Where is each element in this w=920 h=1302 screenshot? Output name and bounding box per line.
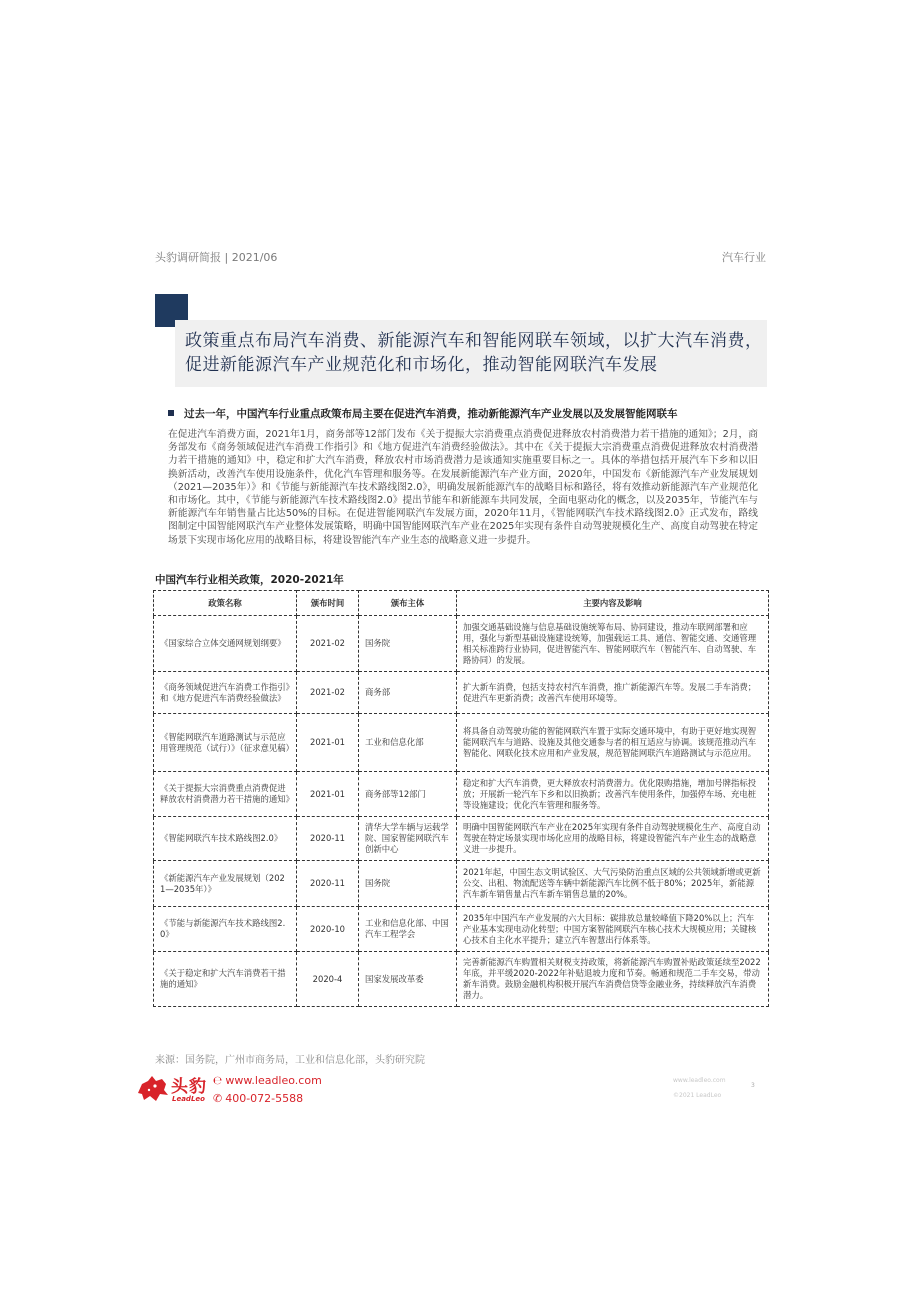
- issuer-cell: 商务部: [359, 672, 457, 714]
- website-link[interactable]: [213, 1074, 322, 1087]
- policy-name-cell: 《关于提振大宗消费重点消费促进释放农村消费潜力若干措施的通知》: [154, 772, 297, 817]
- table-header-row: [154, 591, 769, 616]
- issue-date-cell: 2021-01: [297, 714, 359, 772]
- table-row: [154, 861, 769, 907]
- policy-name-cell: 《智能网联汽车道路测试与示范应用管理规范（试行）》（征求意见稿）: [154, 714, 297, 772]
- policy-table: [153, 590, 769, 1007]
- issuer-cell: 清华大学车辆与运载学院、国家智能网联汽车创新中心: [359, 817, 457, 861]
- key-point-text: 过去一年，中国汽车行业重点政策布局主要在促进汽车消费，推动新能源汽车产业发展以及发展智能网联车: [184, 408, 678, 420]
- table-title: 中国汽车行业相关政策，2020-2021年: [155, 574, 344, 586]
- table-row: [154, 672, 769, 714]
- table-row: [154, 817, 769, 861]
- issue-date-cell: 2020-11: [297, 817, 359, 861]
- issuer-cell: 国家发展改革委: [359, 952, 457, 1007]
- issue-date-cell: 2020-4: [297, 952, 359, 1007]
- page-number: 3: [751, 1082, 755, 1089]
- section-title-box: [175, 320, 767, 387]
- key-point: [168, 406, 678, 421]
- industry-label: 汽车行业: [722, 251, 766, 264]
- content-cell: 完善新能源汽车购置相关财税支持政策，将新能源汽车购置补贴政策延续至2022年底，并平缓2020-2022年补贴退坡力度和节奏。畅通和规范二手车交易，带动新车消费。鼓励金融机构积极开展汽车消费信贷等金融业务，持续释放汽车消费潜力。: [457, 952, 769, 1007]
- content-cell: 2021年起，中国生态文明试验区、大气污染防治重点区域的公共领域新增或更新公交、出租、物流配送等车辆中新能源汽车比例不低于80%；2025年，新能源汽车新车销售量占汽车新车销售总量的20%。: [457, 861, 769, 907]
- footer-website: www.leadleo.com: [673, 1077, 726, 1084]
- column-header: 政策名称: [154, 591, 297, 616]
- brand-name-en: LeadLeo: [172, 1095, 205, 1103]
- content-cell: 稳定和扩大汽车消费，更大释放农村消费潜力。优化限购措施，增加号牌指标投放；开展新一轮汽车下乡和以旧换新；改善汽车使用条件，加强停车场、充电桩等设施建设；优化汽车管理和服务等。: [457, 772, 769, 817]
- phone-contact[interactable]: [213, 1092, 303, 1105]
- issue-date-cell: 2021-02: [297, 672, 359, 714]
- website-text: www.leadleo.com: [225, 1074, 322, 1087]
- issuer-cell: 工业和信息化部: [359, 714, 457, 772]
- phone-icon: ✆: [213, 1092, 223, 1105]
- policy-name-cell: 《商务领域促进汽车消费工作指引》和《地方促进汽车消费经验做法》: [154, 672, 297, 714]
- issuer-cell: 国务院: [359, 616, 457, 672]
- issue-date-cell: 2020-11: [297, 861, 359, 907]
- issuer-cell: 商务部等12部门: [359, 772, 457, 817]
- content-cell: 扩大新车消费，包括支持农村汽车消费，推广新能源汽车等。发展二手车消费；促进汽车更新消费；改善汽车使用环境等。: [457, 672, 769, 714]
- table-row: [154, 772, 769, 817]
- table-row: [154, 714, 769, 772]
- bullet-icon: [168, 410, 174, 416]
- column-header: 颁布主体: [359, 591, 457, 616]
- issue-date-cell: 2021-01: [297, 772, 359, 817]
- table-row: [154, 952, 769, 1007]
- policy-name-cell: 《节能与新能源汽车技术路线图2.0》: [154, 907, 297, 952]
- issuer-cell: 国务院: [359, 861, 457, 907]
- footer-copyright: ©2021 LeadLeo: [673, 1092, 722, 1099]
- column-header: 颁布时间: [297, 591, 359, 616]
- phone-text: 400-072-5588: [225, 1092, 304, 1105]
- content-cell: 加强交通基础设施与信息基础设施统筹布局、协同建设，推动车联网部署和应用，强化与新型基础设施建设统筹，加强载运工具、通信、智能交通、交通管理相关标准跨行业协同，促进智能汽车、智能网联汽车（智能汽车、自动驾驶、车路协同）的发展。: [457, 616, 769, 672]
- issuer-cell: 工业和信息化部、中国汽车工程学会: [359, 907, 457, 952]
- table-row: [154, 616, 769, 672]
- issue-date-cell: 2021-02: [297, 616, 359, 672]
- report-header-label: 头豹调研简报 | 2021/06: [155, 251, 278, 264]
- policy-name-cell: 《关于稳定和扩大汽车消费若干措施的通知》: [154, 952, 297, 1007]
- policy-name-cell: 《国家综合立体交通网规划纲要》: [154, 616, 297, 672]
- body-paragraph: 在促进汽车消费方面，2021年1月，商务部等12部门发布《关于提振大宗消费重点消费促进释放农村消费潜力若干措施的通知》；2月，商务部发布《商务领域促进汽车消费工作指引》和《地方促进汽车消费经验做法》。其中在《关于提振大宗消费重点消费促进释放农村消费潜力若干措施的通知》中，稳定和扩大汽车消费，释放农村市场消费潜力是该通知实施重要目标之一。具体的举措包括开展汽车下乡和以旧换新活动，改善汽车使用设施条件，优化汽车管理和服务等。在发展新能源汽车产业方面，2020年，中国发布《新能源汽车产业发展规划（2021—2035年）》和《节能与新能源汽车技术路线图2.0》，明确发展新能源汽车的战略目标和路径，将有效推动新能源汽车产业规范化和市场化。其中，《节能与新能源汽车技术路线图2.0》提出节能车和新能源车共同发展，全面电驱动化的概念，以及2035年，节能汽车与新能源汽车年销售量占比达50%的目标。在促进智能网联汽车发展方面，2020年11月，《智能网联汽车技术路线图2.0》正式发布，路线图制定中国智能网联汽车产业整体发展策略，明确中国智能网联汽车产业在2025年实现有条件自动驾驶规模化生产、高度自动驾驶在特定场景下实现市场化应用的战略目标，将建设智能汽车产业生态的战略意义进一步提升。: [168, 429, 758, 546]
- policy-name-cell: 《新能源汽车产业发展规划（2021—2035年）》: [154, 861, 297, 907]
- brand-name-cn: 头豹: [171, 1077, 207, 1097]
- content-cell: 2035年中国汽车产业发展的六大目标：碳排放总量较峰值下降20%以上；汽车产业基本实现电动化转型；中国方案智能网联汽车核心技术大规模应用；关键核心技术自主化水平提升；建立汽车智慧出行体系等。: [457, 907, 769, 952]
- section-title-line-2: 促进新能源汽车产业规范化和市场化，推动智能网联汽车发展: [185, 355, 658, 375]
- policy-name-cell: 《智能网联汽车技术路线图2.0》: [154, 817, 297, 861]
- column-header: 主要内容及影响: [457, 591, 769, 616]
- content-cell: 将具备自动驾驶功能的智能网联汽车置于实际交通环境中，有助于更好地实现智能网联汽车与道路、设施及其他交通参与者的相互适应与协调。该规范推动汽车智能化、网联化技术应用和产业发展，规范智能网联汽车道路测试与示范应用。: [457, 714, 769, 772]
- web-icon: ℮: [213, 1074, 223, 1087]
- source-note: 来源：国务院，广州市商务局，工业和信息化部，头豹研究院: [155, 1055, 425, 1066]
- leopard-logo-icon: [135, 1071, 171, 1107]
- section-title-line-1: 政策重点布局汽车消费、新能源汽车和智能网联车领域，以扩大汽车消费，: [185, 331, 763, 351]
- issue-date-cell: 2020-10: [297, 907, 359, 952]
- content-cell: 明确中国智能网联汽车产业在2025年实现有条件自动驾驶规模化生产、高度自动驾驶在特定场景实现市场化应用的战略目标，将建设智能汽车产业生态的战略意义进一步提升。: [457, 817, 769, 861]
- table-row: [154, 907, 769, 952]
